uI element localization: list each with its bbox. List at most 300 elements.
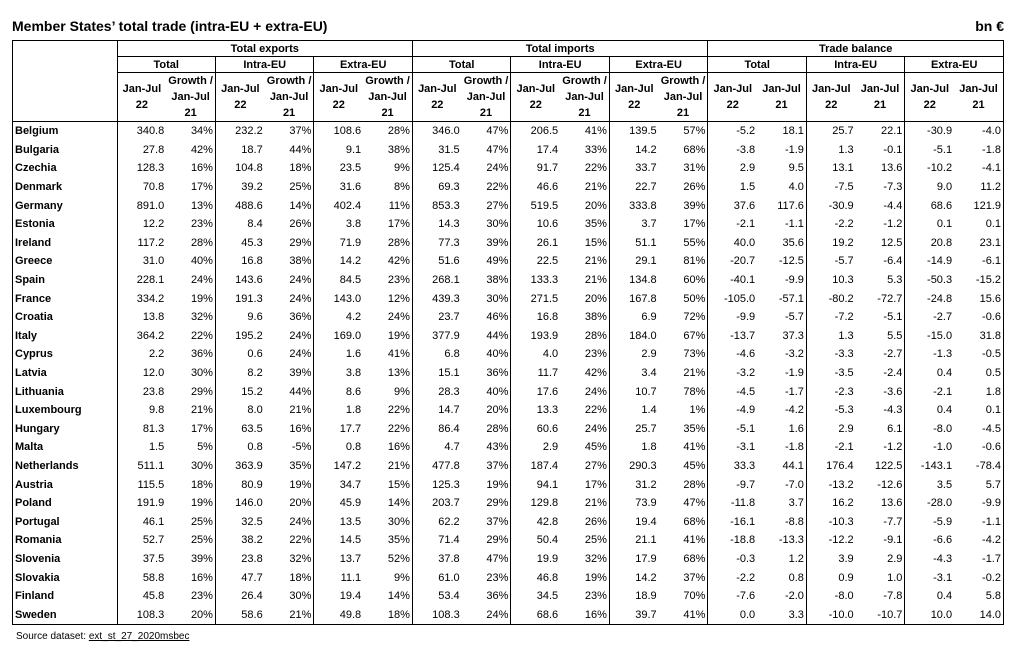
value-cell: 81.3 — [117, 420, 166, 439]
subgroup-header: Total — [412, 57, 510, 73]
value-cell: -15.2 — [954, 271, 1003, 290]
value-cell: 24% — [289, 274, 312, 287]
value-cell: -40.1 — [708, 271, 757, 290]
value-cell: -10.7 — [856, 605, 905, 624]
value-cell: 13% — [387, 367, 410, 380]
value-cell: 38% — [289, 255, 312, 268]
value-cell: 37% — [289, 125, 312, 138]
value-cell: 2.2 — [117, 345, 166, 364]
subgroup-header: Intra-EU — [511, 57, 609, 73]
subgroup-header: Extra-EU — [905, 57, 1004, 73]
value-cell: 12.0 — [117, 364, 166, 383]
value-cell: 35% — [387, 534, 410, 547]
value-cell: 25% — [584, 534, 607, 547]
value-cell: 71.4 — [412, 531, 461, 550]
value-cell: 8.0 — [215, 401, 264, 420]
value-cell: 67% — [683, 329, 706, 342]
value-cell: 63.5 — [215, 420, 264, 439]
value-cell: 15.2 — [215, 382, 264, 401]
value-cell: 30% — [289, 590, 312, 603]
value-cell: 29.1 — [609, 252, 658, 271]
value-cell: 36% — [486, 590, 509, 603]
value-cell: 1.8 — [954, 382, 1003, 401]
value-cell: -0.6 — [954, 438, 1003, 457]
value-cell: 16% — [190, 162, 213, 175]
value-cell: -6.1 — [954, 252, 1003, 271]
value-cell: 1.6 — [314, 345, 363, 364]
value-cell: 44% — [289, 385, 312, 398]
country-cell: Netherlands — [13, 457, 118, 476]
value-cell: 19.4 — [314, 587, 363, 606]
value-cell: 206.5 — [511, 122, 560, 141]
value-cell: 11.1 — [314, 568, 363, 587]
value-cell: -4.9 — [708, 401, 757, 420]
value-cell: 5.5 — [887, 329, 903, 342]
value-cell: 27% — [486, 199, 509, 212]
table-row — [13, 550, 1004, 569]
column-header-line: Jan-Jul — [959, 83, 998, 95]
value-cell: 42% — [190, 143, 213, 156]
value-cell: -7.7 — [883, 515, 903, 528]
value-cell: 3.8 — [314, 364, 363, 383]
value-cell: 35% — [683, 422, 706, 435]
value-cell: 9% — [394, 571, 410, 584]
column-header-line: 22 — [628, 99, 641, 111]
value-cell: 9% — [394, 162, 410, 175]
value-cell: 2.9 — [806, 420, 855, 439]
country-cell: Czechia — [13, 159, 118, 178]
value-cell: 22% — [486, 181, 509, 194]
column-header-line: Jan-Jul — [171, 91, 210, 103]
period-column-header — [511, 73, 560, 122]
value-cell: -7.0 — [784, 478, 804, 491]
country-cell: Estonia — [13, 215, 118, 234]
value-cell: 25.7 — [806, 122, 855, 141]
group-header-row — [13, 41, 1004, 57]
value-cell: 2.9 — [609, 345, 658, 364]
column-header-line: 21 — [282, 107, 296, 119]
value-cell: 364.2 — [117, 327, 166, 346]
value-cell: 12.2 — [117, 215, 166, 234]
column-header-line: Jan-Jul — [368, 91, 407, 103]
value-cell: 22.5 — [511, 252, 560, 271]
table-row — [13, 438, 1004, 457]
value-cell: -13.7 — [708, 327, 757, 346]
value-cell: -1.7 — [784, 385, 804, 398]
value-cell: 16% — [289, 422, 312, 435]
table-row — [13, 289, 1004, 308]
value-cell: 68.6 — [905, 196, 954, 215]
value-cell: 9.6 — [215, 308, 264, 327]
value-cell: -7.3 — [883, 181, 903, 194]
value-cell: -0.1 — [883, 143, 903, 156]
value-cell: 30% — [190, 367, 213, 380]
value-cell: 51.6 — [412, 252, 461, 271]
value-cell: 33.3 — [708, 457, 757, 476]
value-cell: 18% — [363, 605, 412, 624]
value-cell: 52% — [387, 552, 410, 565]
value-cell: 19% — [584, 571, 607, 584]
value-cell: 133.3 — [511, 271, 560, 290]
value-cell: -1.2 — [883, 441, 903, 454]
value-cell: 22% — [190, 329, 213, 342]
table-row — [13, 141, 1004, 160]
value-cell: 191.9 — [117, 494, 166, 513]
period-column-header — [856, 73, 905, 122]
value-cell: 9.1 — [314, 141, 363, 160]
value-cell: -10.3 — [806, 512, 855, 531]
value-cell: 47% — [486, 552, 509, 565]
value-cell: 55% — [683, 236, 706, 249]
value-cell: 0.0 — [708, 605, 757, 624]
value-cell: -1.1 — [784, 218, 804, 231]
value-cell: -30.9 — [905, 122, 954, 141]
value-cell: 41% — [683, 441, 706, 454]
value-cell: 17.4 — [511, 141, 560, 160]
value-cell: -13.2 — [806, 475, 855, 494]
value-cell: -9.9 — [784, 274, 804, 287]
value-cell: 22% — [387, 422, 410, 435]
table-row — [13, 531, 1004, 550]
value-cell: 38% — [387, 143, 410, 156]
value-cell: 17.6 — [511, 382, 560, 401]
value-cell: 8.6 — [314, 382, 363, 401]
value-cell: -2.1 — [806, 438, 855, 457]
value-cell: 377.9 — [412, 327, 461, 346]
value-cell: 41% — [659, 605, 708, 624]
period-column-header — [117, 73, 166, 122]
column-header-line: 22 — [135, 99, 148, 111]
value-cell: 125.3 — [412, 475, 461, 494]
column-header-line: 22 — [726, 99, 739, 111]
value-cell: 187.4 — [511, 457, 560, 476]
value-cell: -8.8 — [784, 515, 804, 528]
table-row — [13, 401, 1004, 420]
value-cell: -3.2 — [784, 348, 804, 361]
value-cell: 29% — [486, 497, 509, 510]
value-cell: 14.5 — [314, 531, 363, 550]
value-cell: -3.1 — [905, 568, 954, 587]
value-cell: -5.7 — [784, 311, 804, 324]
value-cell: 43% — [486, 441, 509, 454]
value-cell: -3.8 — [708, 141, 757, 160]
value-cell: 29% — [486, 534, 509, 547]
value-cell: 853.3 — [412, 196, 461, 215]
value-cell: 22% — [387, 404, 410, 417]
value-cell: 25% — [289, 181, 312, 194]
value-cell: -13.3 — [778, 534, 804, 547]
value-cell: 23% — [190, 218, 213, 231]
value-cell: 0.8 — [215, 438, 264, 457]
value-cell: 0.6 — [215, 345, 264, 364]
value-cell: -1.1 — [954, 512, 1003, 531]
table-row — [13, 475, 1004, 494]
column-header-line: 21 — [676, 107, 690, 119]
subgroup-header: Extra-EU — [314, 57, 413, 73]
table-row — [13, 364, 1004, 383]
value-cell: 2.9 — [887, 552, 903, 565]
value-cell: 19% — [190, 497, 213, 510]
value-cell: 19% — [190, 292, 213, 305]
value-cell: 9.5 — [788, 162, 804, 175]
value-cell: 11.2 — [954, 178, 1003, 197]
value-cell: 91.7 — [511, 159, 560, 178]
table-row — [13, 178, 1004, 197]
value-cell: 5.3 — [887, 274, 903, 287]
value-cell: 37.5 — [117, 550, 166, 569]
value-cell: 0.8 — [314, 438, 363, 457]
value-cell: 11% — [388, 199, 410, 212]
value-cell: 21% — [584, 497, 607, 510]
column-header-line: Growth / — [266, 75, 312, 87]
value-cell: 38% — [584, 311, 607, 324]
value-cell: 23.5 — [314, 159, 363, 178]
value-cell: 46.1 — [117, 512, 166, 531]
value-cell: -16.1 — [708, 512, 757, 531]
group-header: Trade balance — [708, 41, 1004, 57]
value-cell: -30.9 — [806, 196, 855, 215]
value-cell: 10.0 — [905, 605, 954, 624]
value-cell: 25% — [190, 534, 213, 547]
table-row — [13, 605, 1004, 624]
value-cell: 11.7 — [511, 364, 560, 383]
country-cell: Bulgaria — [13, 141, 118, 160]
column-header-line: Growth / — [365, 75, 410, 87]
value-cell: -2.7 — [883, 348, 903, 361]
value-cell: 14% — [289, 199, 312, 212]
value-cell: -7.5 — [806, 178, 855, 197]
value-cell: 31.6 — [314, 178, 363, 197]
value-cell: 143.0 — [314, 289, 363, 308]
value-cell: 6.9 — [609, 308, 658, 327]
value-cell: 24% — [584, 422, 607, 435]
value-cell: 18.9 — [609, 587, 658, 606]
value-cell: -4.5 — [954, 420, 1003, 439]
value-cell: 17% — [584, 478, 607, 491]
value-cell: 16% — [387, 441, 410, 454]
value-cell: 23.8 — [215, 550, 264, 569]
column-header-line: Jan-Jul — [910, 83, 949, 95]
value-cell: 21% — [584, 181, 607, 194]
value-cell: 32% — [584, 552, 607, 565]
value-cell: 40% — [190, 255, 213, 268]
value-cell: 23% — [190, 590, 213, 603]
column-header-line: 22 — [431, 99, 444, 111]
value-cell: 49% — [486, 255, 509, 268]
value-cell: 21% — [387, 459, 410, 472]
subgroup-header: Intra-EU — [806, 57, 904, 73]
value-cell: 86.4 — [412, 420, 461, 439]
value-cell: 32% — [289, 552, 312, 565]
growth-column-header — [363, 73, 412, 122]
column-header-line: 21 — [184, 107, 197, 119]
value-cell: 20.8 — [905, 234, 954, 253]
value-cell: 84.5 — [314, 271, 363, 290]
value-cell: -5.9 — [905, 512, 954, 531]
value-cell: 0.1 — [954, 401, 1003, 420]
value-cell: 39% — [289, 367, 312, 380]
value-cell: 20% — [289, 497, 312, 510]
column-header-line: 21 — [873, 99, 887, 111]
group-header: Total imports — [412, 41, 707, 57]
value-cell: -5.1 — [905, 141, 954, 160]
value-cell: 45.9 — [314, 494, 363, 513]
value-cell: -15.0 — [905, 327, 954, 346]
value-cell: -4.6 — [708, 345, 757, 364]
value-cell: 5.8 — [954, 587, 1003, 606]
value-cell: 22% — [584, 404, 607, 417]
column-header-row — [13, 73, 1004, 122]
value-cell: 28% — [387, 236, 410, 249]
value-cell: -7.6 — [708, 587, 757, 606]
value-cell: 40% — [486, 348, 509, 361]
value-cell: 33% — [584, 143, 607, 156]
value-cell: 195.2 — [215, 327, 264, 346]
value-cell: 37.6 — [708, 196, 757, 215]
value-cell: 13% — [190, 199, 213, 212]
trade-table — [12, 40, 1004, 625]
value-cell: 45.8 — [117, 587, 166, 606]
value-cell: 30% — [387, 515, 410, 528]
value-cell: 21% — [584, 274, 607, 287]
value-cell: 26% — [584, 515, 607, 528]
period-column-header — [905, 73, 954, 122]
value-cell: -2.3 — [806, 382, 855, 401]
growth-column-header — [560, 73, 609, 122]
unit-label: bn € — [975, 18, 1004, 34]
value-cell: -2.2 — [708, 568, 757, 587]
country-cell: France — [13, 289, 118, 308]
value-cell: 13.1 — [806, 159, 855, 178]
subgroup-header: Extra-EU — [609, 57, 708, 73]
value-cell: 519.5 — [511, 196, 560, 215]
value-cell: 129.8 — [511, 494, 560, 513]
value-cell: 32.5 — [215, 512, 264, 531]
column-header-line: 22 — [529, 99, 542, 111]
column-header-line: Growth / — [562, 75, 607, 87]
value-cell: 128.3 — [117, 159, 166, 178]
value-cell: 24% — [289, 515, 312, 528]
value-cell: -9.9 — [708, 308, 757, 327]
column-header-line: 21 — [381, 107, 394, 119]
country-cell: Luxembourg — [13, 401, 118, 420]
value-cell: 47.7 — [215, 568, 264, 587]
value-cell: 41% — [584, 125, 607, 138]
value-cell: 71.9 — [314, 234, 363, 253]
value-cell: 21% — [265, 605, 314, 624]
value-cell: 3.7 — [788, 497, 804, 510]
value-cell: 28% — [486, 422, 509, 435]
value-cell: 32% — [190, 311, 213, 324]
value-cell: 8% — [394, 181, 410, 194]
value-cell: 3.7 — [609, 215, 658, 234]
value-cell: 20% — [166, 605, 215, 624]
column-header-line: Jan-Jul — [269, 91, 309, 103]
value-cell: 14.7 — [412, 401, 461, 420]
value-cell: -12.6 — [877, 478, 903, 491]
value-cell: 78% — [683, 385, 706, 398]
value-cell: -1.3 — [905, 345, 954, 364]
value-cell: 147.2 — [314, 457, 363, 476]
value-cell: 6.1 — [887, 422, 903, 435]
value-cell: 13.6 — [880, 162, 903, 175]
country-cell: Slovenia — [13, 550, 118, 569]
value-cell: 13.3 — [511, 401, 560, 420]
value-cell: 37.3 — [782, 329, 804, 342]
value-cell: -8.0 — [806, 587, 855, 606]
source-link[interactable]: ext_st_27_2020msbec — [88, 631, 190, 642]
country-cell: Greece — [13, 252, 118, 271]
value-cell: 0.4 — [905, 401, 954, 420]
value-cell: 23% — [486, 571, 509, 584]
value-cell: 35% — [289, 459, 312, 472]
table-row — [13, 271, 1004, 290]
value-cell: 22% — [289, 534, 312, 547]
column-header-line: Jan-Jul — [319, 83, 359, 95]
value-cell: 37.8 — [412, 550, 461, 569]
value-cell: 34% — [190, 125, 213, 138]
value-cell: 15.6 — [954, 289, 1003, 308]
table-row — [13, 159, 1004, 178]
value-cell: 2.9 — [511, 438, 560, 457]
value-cell: -11.8 — [708, 494, 757, 513]
value-cell: 29% — [289, 236, 312, 249]
column-header-line: 21 — [578, 107, 591, 119]
table-row — [13, 587, 1004, 606]
value-cell: 24% — [584, 385, 607, 398]
value-cell: -3.3 — [806, 345, 855, 364]
value-cell: 39% — [683, 199, 706, 212]
table-row — [13, 308, 1004, 327]
value-cell: 23% — [584, 590, 607, 603]
value-cell: -1.0 — [905, 438, 954, 457]
value-cell: -72.7 — [877, 292, 903, 305]
value-cell: 81% — [683, 255, 706, 268]
value-cell: 1.8 — [314, 401, 363, 420]
value-cell: 45% — [584, 441, 607, 454]
value-cell: 69.3 — [412, 178, 461, 197]
value-cell: -6.4 — [883, 255, 903, 268]
value-cell: 176.4 — [806, 457, 855, 476]
value-cell: 14.2 — [609, 141, 658, 160]
value-cell: 72% — [683, 311, 706, 324]
value-cell: 19.9 — [511, 550, 560, 569]
value-cell: 17% — [387, 218, 410, 231]
value-cell: 477.8 — [412, 457, 461, 476]
value-cell: 30% — [486, 292, 509, 305]
value-cell: 488.6 — [215, 196, 264, 215]
value-cell: -14.9 — [905, 252, 954, 271]
value-cell: 31.0 — [117, 252, 166, 271]
value-cell: 38% — [486, 274, 509, 287]
value-cell: -2.0 — [784, 590, 804, 603]
column-header-line: Jan-Jul — [663, 91, 703, 103]
value-cell: -4.3 — [905, 550, 954, 569]
value-cell: 232.2 — [215, 122, 264, 141]
value-cell: 4.0 — [788, 181, 804, 194]
value-cell: 13.8 — [117, 308, 166, 327]
country-cell: Sweden — [13, 605, 118, 624]
value-cell: 30% — [190, 459, 213, 472]
value-cell: 39.7 — [609, 605, 658, 624]
value-cell: 0.1 — [905, 215, 954, 234]
value-cell: 50.4 — [511, 531, 560, 550]
value-cell: 77.3 — [412, 234, 461, 253]
value-cell: -1.8 — [954, 141, 1003, 160]
value-cell: 3.9 — [806, 550, 855, 569]
value-cell: 10.6 — [511, 215, 560, 234]
column-header-line: Jan-Jul — [762, 83, 801, 95]
